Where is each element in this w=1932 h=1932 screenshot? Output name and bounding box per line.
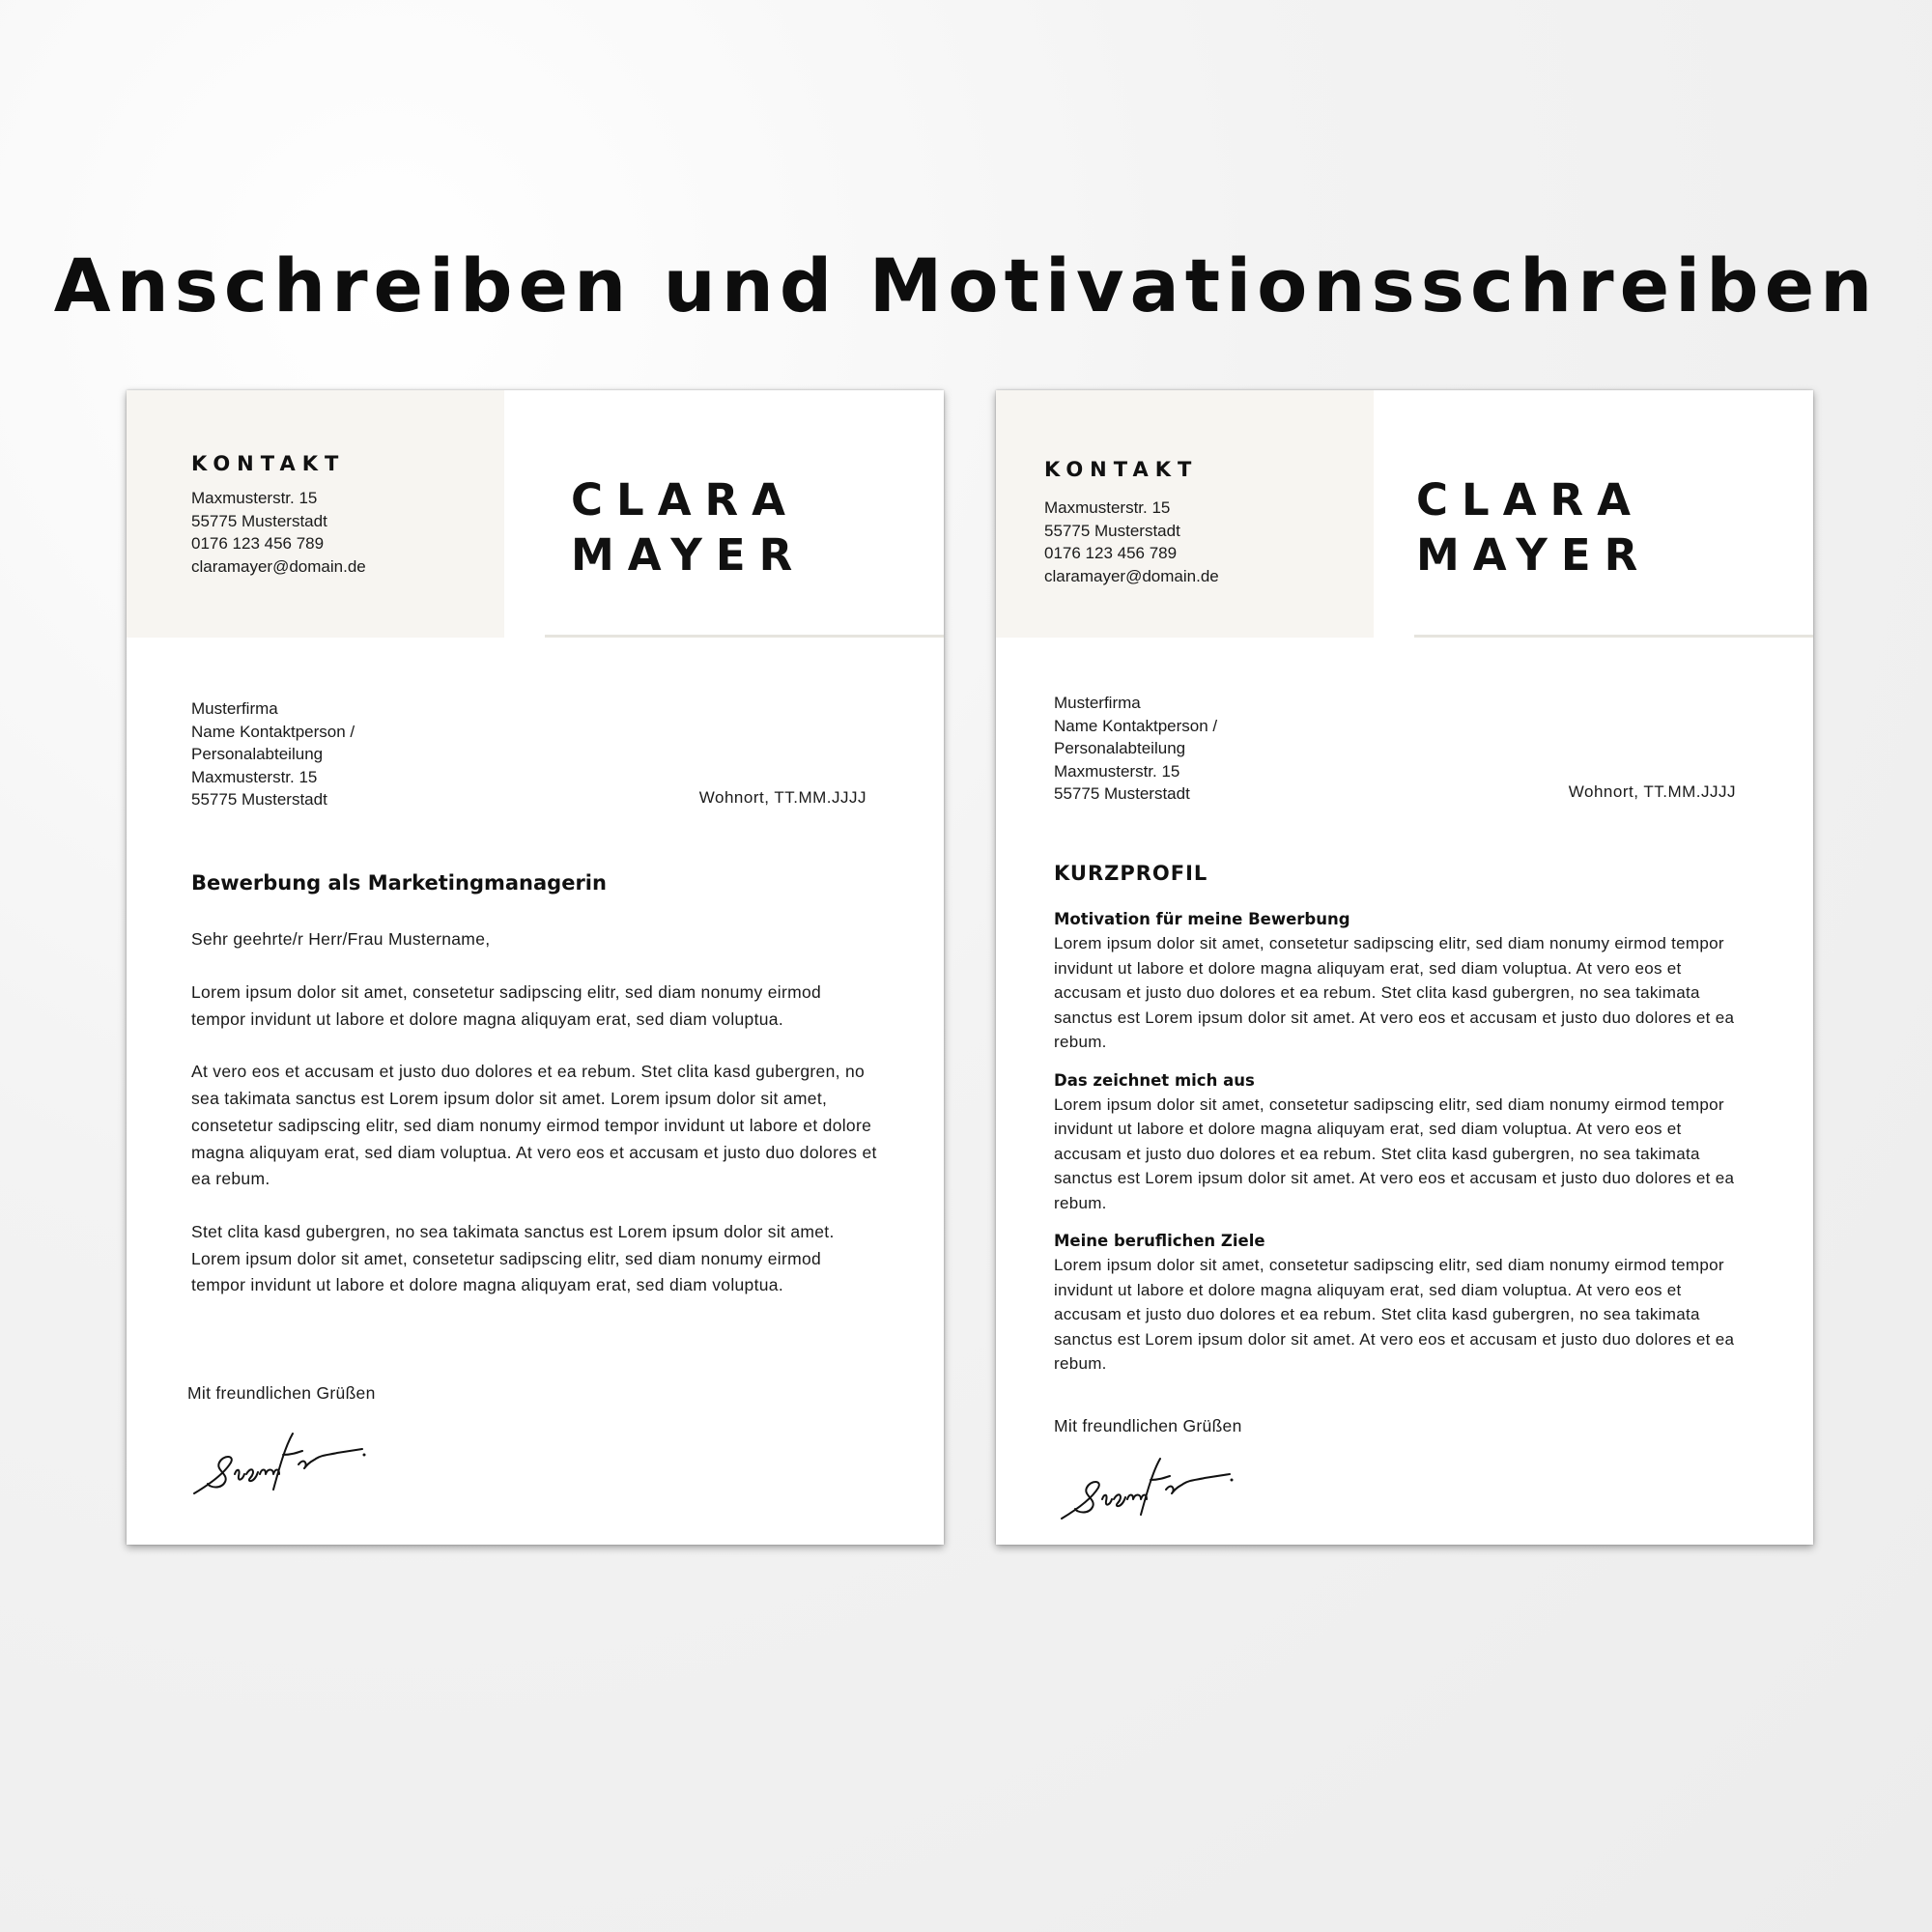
contact-email: claramayer@domain.de <box>191 556 366 576</box>
contact-heading: KONTAKT <box>1044 458 1199 481</box>
profile-sections <box>1054 908 1749 1391</box>
letter-subject: Bewerbung als Marketingmanagerin <box>191 871 607 895</box>
header-divider <box>1414 635 1813 638</box>
section-title: Meine beruflichen Ziele <box>1054 1232 1265 1250</box>
recipient-street: Maxmusterstr. 15 <box>191 767 318 786</box>
recipient-city: 55775 Musterstadt <box>1054 784 1190 803</box>
recipient-address <box>1054 692 1217 806</box>
signature-icon <box>185 1426 368 1503</box>
contact-street: Maxmusterstr. 15 <box>1044 498 1171 517</box>
contact-heading: KONTAKT <box>191 452 346 475</box>
applicant-name <box>571 472 806 582</box>
contact-city: 55775 Musterstadt <box>1044 521 1180 540</box>
last-name: MAYER <box>1416 529 1652 581</box>
recipient-address <box>191 697 355 811</box>
profile-section <box>1054 908 1749 1055</box>
recipient-company: Musterfirma <box>1054 694 1141 712</box>
contact-email: claramayer@domain.de <box>1044 566 1219 585</box>
section-title: Das zeichnet mich aus <box>1054 1070 1255 1090</box>
contact-panel <box>127 390 504 638</box>
profile-section <box>1054 1230 1749 1377</box>
contact-details <box>1044 497 1219 587</box>
recipient-company: Musterfirma <box>191 699 278 718</box>
recipient-contact-person: Name Kontaktperson / <box>1054 716 1218 735</box>
profile-section <box>1054 1069 1749 1216</box>
header-divider <box>545 635 944 638</box>
section-text: Lorem ipsum dolor sit amet, consetetur sadipscing elitr, sed diam nonumy eirmod tempor invidunt ut labore et dolore magna aliquyam erat, sed diam voluptua. At vero eos et accusam et justo duo dolores et ea rebum. Stet clita kasd gubergren, no sea takimata sanctus est Lorem ipsum dolor sit amet. At vero eos et accusam et justo duo dolores et ea rebum. <box>1054 934 1735 1051</box>
page-title: Anschreiben und Motivationsschreiben <box>53 242 1879 328</box>
section-text: Lorem ipsum dolor sit amet, consetetur sadipscing elitr, sed diam nonumy eirmod tempor invidunt ut labore et dolore magna aliquyam erat, sed diam voluptua. At vero eos et accusam et justo duo dolores et ea rebum. Stet clita kasd gubergren, no sea takimata sanctus est Lorem ipsum dolor sit amet. At vero eos et accusam et justo duo dolores et ea rebum. <box>1054 1256 1735 1373</box>
first-name: CLARA <box>1416 474 1645 526</box>
body-paragraph: Lorem ipsum dolor sit amet, consetetur sadipscing elitr, sed diam nonumy eirmod tempor invidunt ut labore et dolore magna aliquyam erat, sed diam voluptua. <box>191 982 822 1029</box>
contact-phone: 0176 123 456 789 <box>1044 544 1178 562</box>
closing: Mit freundlichen Grüßen <box>187 1383 376 1403</box>
recipient-city: 55775 Musterstadt <box>191 790 327 809</box>
contact-city: 55775 Musterstadt <box>191 511 327 530</box>
signature-icon <box>1052 1451 1236 1528</box>
contact-panel <box>996 390 1374 638</box>
profile-heading: KURZPROFIL <box>1054 862 1208 885</box>
contact-phone: 0176 123 456 789 <box>191 534 325 553</box>
letter-body <box>191 980 877 1325</box>
body-paragraph: At vero eos et accusam et justo duo dolores et ea rebum. Stet clita kasd gubergren, no sea takimata sanctus est Lorem ipsum dolor sit amet. Lorem ipsum dolor sit amet, consetetur sadipscing elitr, sed diam nonumy eirmod tempor invidunt ut labore et dolore magna aliquyam erat, sed diam voluptua. At vero eos et accusam et justo duo dolores et ea rebum. <box>191 1062 877 1189</box>
place-date: Wohnort, TT.MM.JJJJ <box>1568 782 1736 801</box>
applicant-name <box>1416 472 1651 582</box>
recipient-department: Personalabteilung <box>1054 739 1186 757</box>
recipient-street: Maxmusterstr. 15 <box>1054 761 1180 781</box>
section-text: Lorem ipsum dolor sit amet, consetetur sadipscing elitr, sed diam nonumy eirmod tempor invidunt ut labore et dolore magna aliquyam erat, sed diam voluptua. At vero eos et accusam et justo duo dolores et ea rebum. Stet clita kasd gubergren, no sea takimata sanctus est Lorem ipsum dolor sit amet. At vero eos et accusam et justo duo dolores et ea rebum. <box>1054 1094 1735 1212</box>
place-date: Wohnort, TT.MM.JJJJ <box>698 788 867 807</box>
motivation-letter-document <box>996 390 1813 1545</box>
cover-letter-document <box>127 390 944 1545</box>
contact-details <box>191 487 366 578</box>
section-title: Motivation für meine Bewerbung <box>1054 910 1350 928</box>
closing: Mit freundlichen Grüßen <box>1054 1416 1242 1435</box>
recipient-department: Personalabteilung <box>191 745 324 763</box>
last-name: MAYER <box>571 529 807 581</box>
recipient-contact-person: Name Kontaktperson / <box>191 722 355 741</box>
first-name: CLARA <box>571 474 800 526</box>
contact-street: Maxmusterstr. 15 <box>191 489 318 507</box>
salutation: Sehr geehrte/r Herr/Frau Mustername, <box>191 929 491 949</box>
body-paragraph: Stet clita kasd gubergren, no sea takimata sanctus est Lorem ipsum dolor sit amet. Lorem ipsum dolor sit amet, consetetur sadipscing elitr, sed diam nonumy eirmod tempor invidunt ut labore et dolore magna aliquyam erat, sed diam voluptua. <box>191 1221 835 1295</box>
